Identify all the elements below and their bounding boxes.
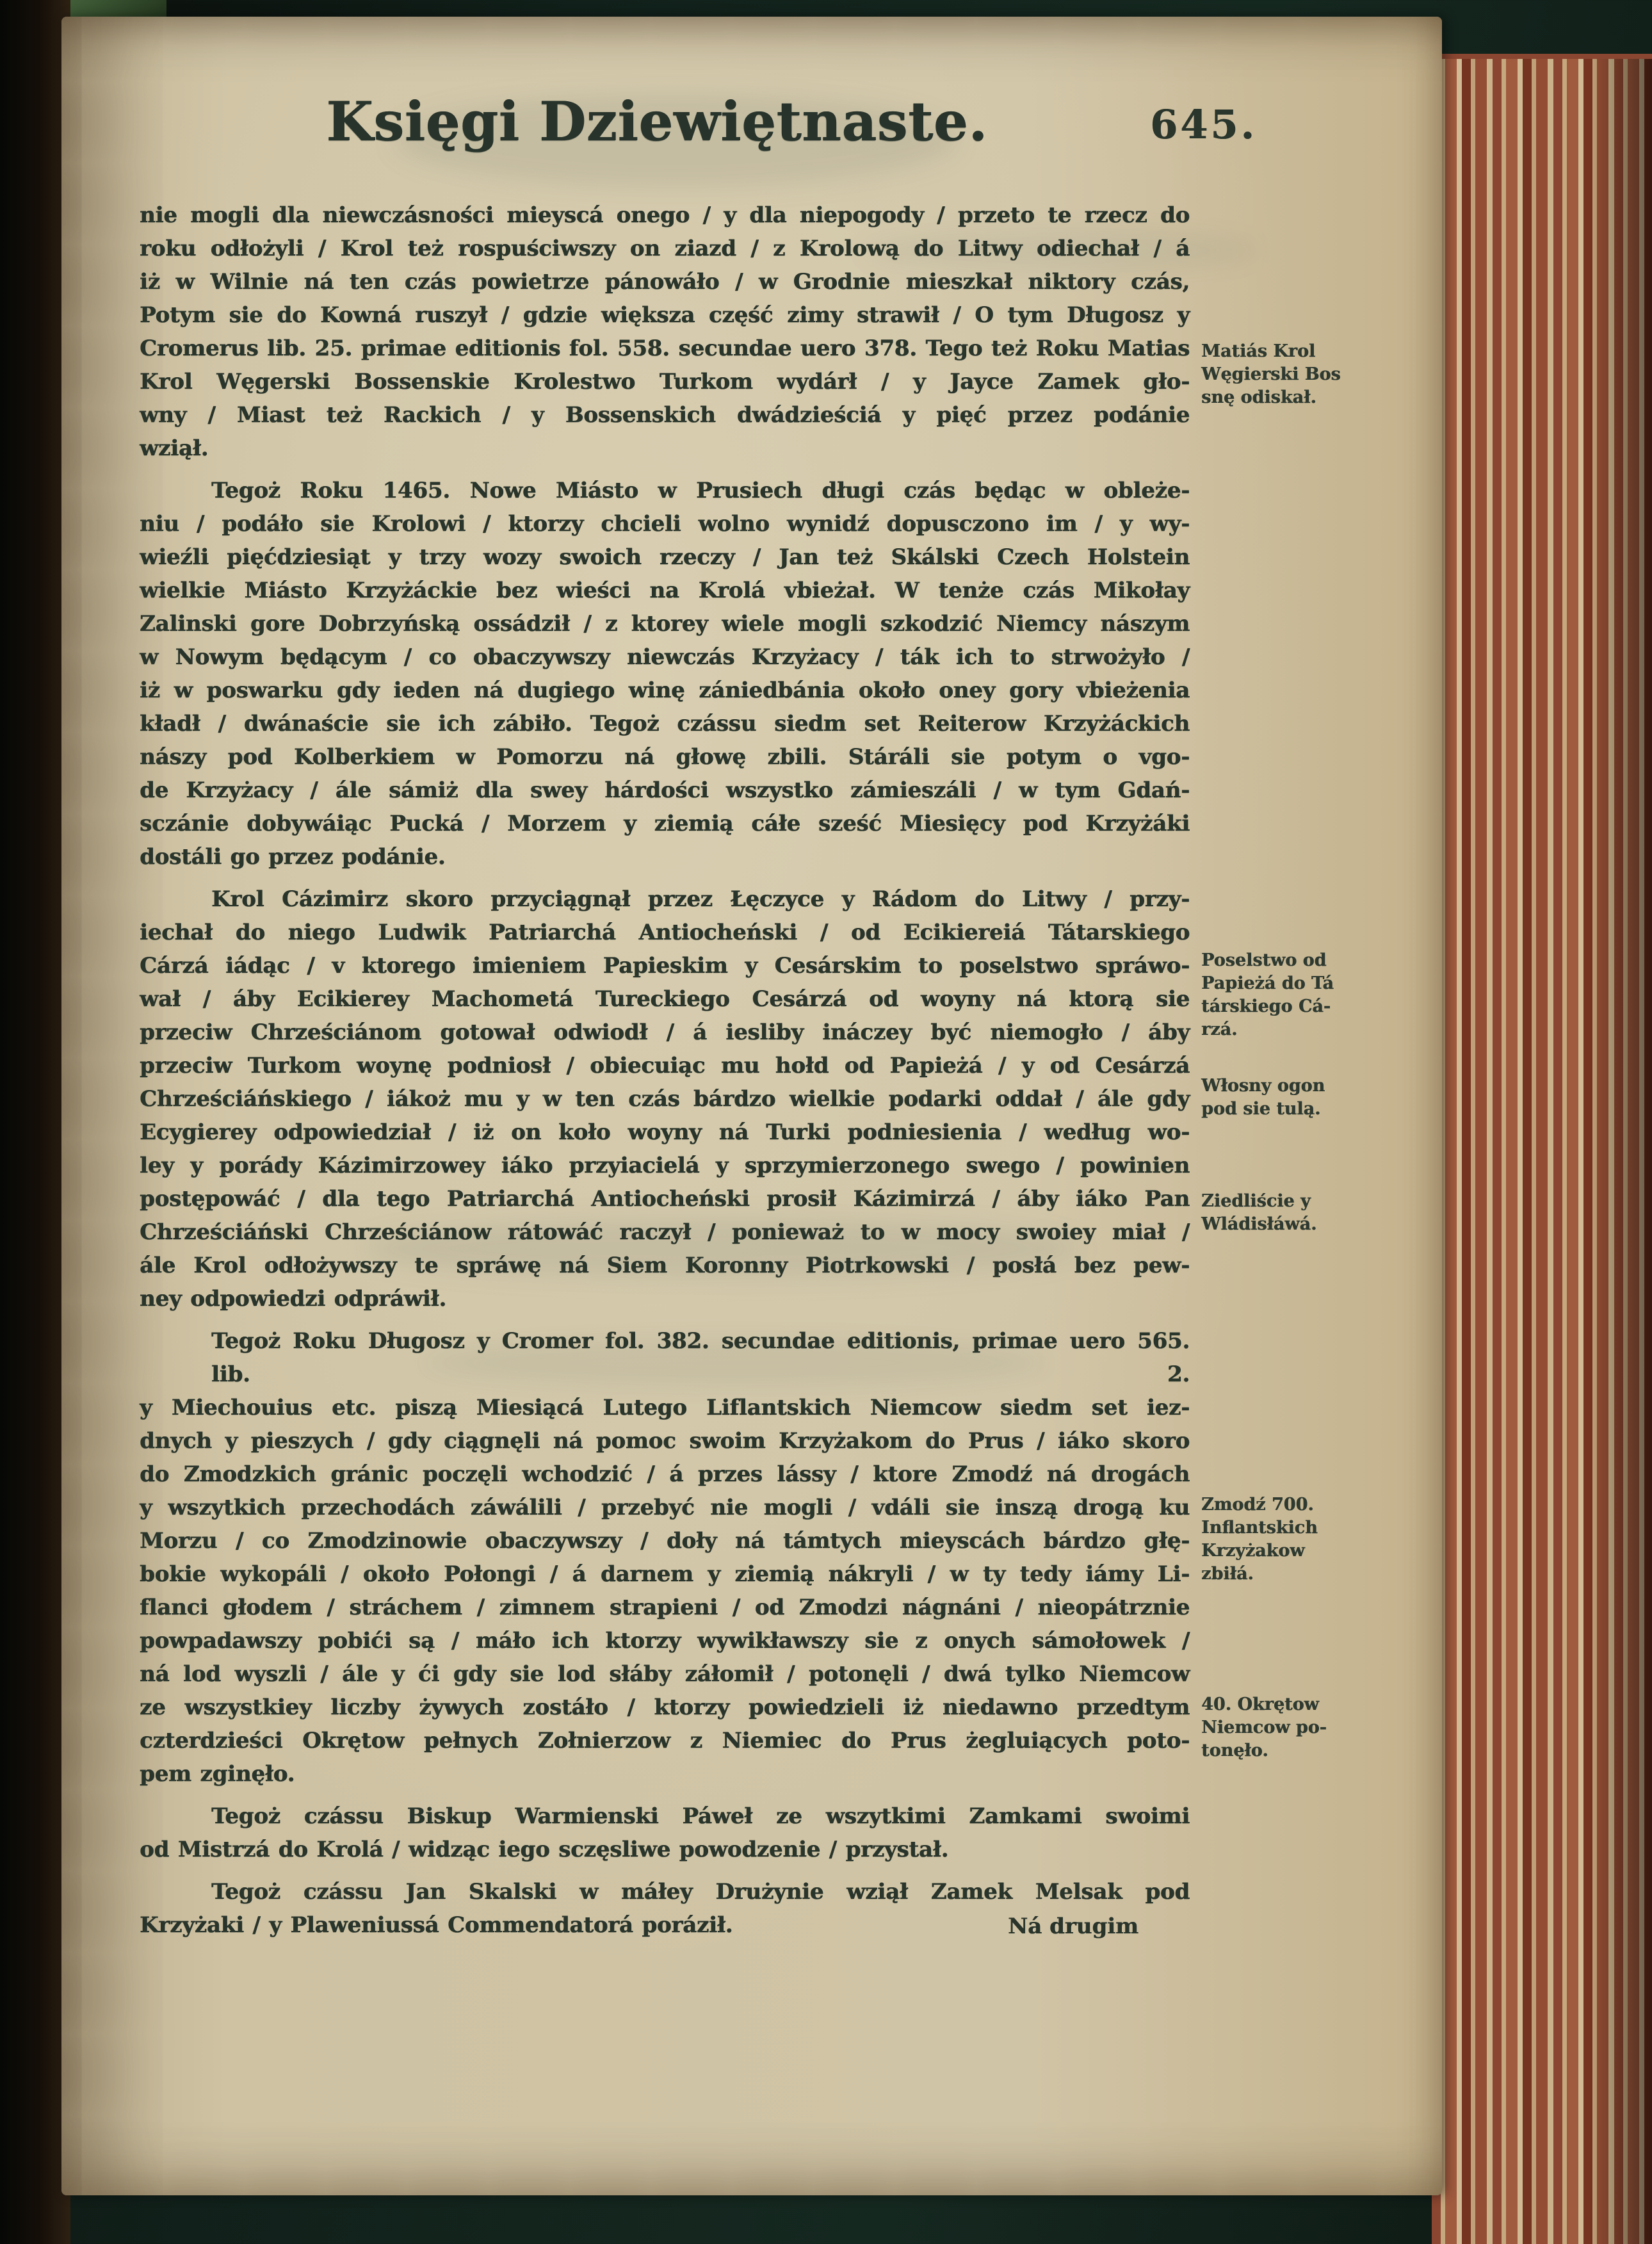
text-line: powpadawszy pobići są / máło ich ktorzy wywikławszy sie z onych sámołowek /	[140, 1628, 1190, 1654]
margin-notes-column	[1201, 17, 1397, 2195]
text-line: wieźli pięćdziesiąt y trzy wozy swoich rzeczy / Jan też Skálski Czech Holstein	[140, 544, 1190, 570]
margin-note-line: rzá.	[1201, 1020, 1238, 1039]
text-line: iechał do niego Ludwik Patriarchá Antiocheński / od Ecikiereiá Tátarskiego	[140, 920, 1190, 945]
book-page	[61, 17, 1442, 2195]
text-line: pem zginęło.	[140, 1761, 295, 1787]
catchword: Ná drugim	[1007, 1914, 1138, 1939]
text-line: wziął.	[140, 435, 209, 461]
margin-note-line: Włosny ogon	[1201, 1076, 1325, 1096]
text-line: wał / áby Ecikierey Machometá Tureckiego Cesárzá od woyny ná ktorą sie	[140, 986, 1190, 1012]
paragraph	[140, 199, 1190, 465]
margin-note	[1201, 1075, 1397, 1121]
margin-note-line: Krzyżakow	[1201, 1541, 1305, 1561]
paragraph	[140, 1800, 1190, 1866]
margin-note-line: Inflantskich	[1201, 1518, 1318, 1538]
text-line: nie mogli dla niewczásności mieyscá onego / y dla niepogody / przeto te rzecz do	[140, 202, 1190, 228]
text-line: y Miechouius etc. piszą Miesiącá Lutego Liflantskich Niemcow siedm set iez-	[140, 1395, 1190, 1420]
text-line: dostáli go przez podánie.	[140, 844, 446, 870]
text-line: wielkie Miásto Krzyżáckie bez wieści na Krolá vbieżał. W tenże czás Mikołay	[140, 578, 1190, 603]
margin-note-line: Matiás Krol	[1201, 341, 1316, 361]
text-line: iż w Wilnie ná ten czás powietrze pánowáło / w Grodnie mieszkał niktory czás,	[140, 269, 1190, 295]
margin-note	[1201, 1693, 1397, 1762]
text-block	[140, 199, 1190, 1942]
text-line: Tegoż Roku 1465. Nowe Miásto w Prusiech długi czás będąc w obleże-	[211, 478, 1190, 503]
text-line: nászy pod Kolberkiem w Pomorzu ná głowę zbili. Stáráli sie potym o vgo-	[140, 744, 1190, 770]
text-line: ze wszystkiey liczby żywych zostáło / ktorzy powiedzieli iż niedawno przedtym	[140, 1695, 1190, 1720]
book-spine	[0, 0, 70, 2244]
text-line: postępowáć / dla tego Patriarchá Antiocheński prosił Kázimirzá / áby iáko Pan	[140, 1186, 1190, 1212]
margin-note-line: pod sie tulą.	[1201, 1099, 1321, 1119]
text-line: kładł / dwánaście sie ich zábiło. Tegoż czássu siedm set Reiterow Krzyżáckich	[140, 711, 1190, 736]
text-line: Krol Węgerski Bossenskie Krolestwo Turkom wydárł / y Jayce Zamek gło-	[140, 369, 1190, 394]
text-line: ney odpowiedzi odpráwił.	[140, 1286, 446, 1312]
page-stack-fore-edge	[1432, 59, 1652, 2244]
text-line: wny / Miast też Rackich / y Bossenskich dwádzieściá y pięć przez podánie	[140, 402, 1190, 428]
margin-note-line: Poselstwo od	[1201, 950, 1327, 970]
margin-note-line: Papieżá do Tá	[1201, 973, 1334, 993]
text-line: Krol Cázimirz skoro przyciągnął przez Łęczyce y Rádom do Litwy / przy-	[211, 886, 1190, 912]
text-line: dnych y pieszych / gdy ciągnęli ná pomoc swoim Krzyżakom do Prus / iáko skoro	[140, 1428, 1190, 1454]
text-line: Cromerus lib. 25. primae editionis fol. 558. secundae uero 378. Tego też Roku Matias	[140, 336, 1190, 361]
margin-note	[1201, 1493, 1397, 1586]
paragraph	[140, 474, 1190, 874]
text-line: flanci głodem / stráchem / zimnem strapieni / od Zmodzi nágnáni / nieopátrznie	[140, 1595, 1190, 1620]
text-line: roku odłożyli / Krol też rospuściwszy on ziazd / z Krolową do Litwy odiechał / á	[140, 236, 1190, 261]
text-line: ále Krol odłożywszy te spráwę ná Siem Koronny Piotrkowski / posłá bez pew-	[140, 1253, 1190, 1278]
margin-note-line: társkiego Cá-	[1201, 996, 1331, 1016]
text-line: y wszytkich przechodách záwálili / przebyć nie mogli / vdáli sie inszą drogą ku	[140, 1495, 1190, 1520]
page-number: 645.	[1150, 101, 1258, 148]
text-line: od Mistrzá do Krolá / widząc iego sczęsliwe powodzenie / przystał.	[140, 1837, 949, 1862]
text-line: w Nowym będącym / co obaczywszy niewczás Krzyżacy / ták ich to strwożyło /	[140, 644, 1190, 670]
text-line: sczánie dobywáiąc Pucká / Morzem y ziemią cáłe sześć Miesięcy pod Krzyżáki	[140, 811, 1190, 836]
paragraph	[140, 1324, 1190, 1791]
text-line: Krzyżaki / y Plaweniussá Commendatorá poráził.	[140, 1912, 733, 1938]
text-line: przeciw Chrześciánom gotował odwiodł / á iesliby ináczey być niemogło / áby	[140, 1020, 1190, 1045]
text-line: do Zmodzkich gránic poczęli wchodzić / á przes lássy / ktore Zmodź ná drogách	[140, 1461, 1190, 1487]
margin-note	[1201, 1190, 1397, 1236]
text-line: ná lod wyszli / ále y ći gdy sie lod słáby záłomił / potonęli / dwá tylko Niemcow	[140, 1661, 1190, 1687]
margin-note-line: Ziedliście y	[1201, 1191, 1311, 1211]
text-line: de Krzyżacy / ále sámiż dla swey hárdości wszystko zámieszáli / w tym Gdań-	[140, 777, 1190, 803]
text-line: Tegoż czássu Jan Skalski w máłey Drużynie wziął Zamek Melsak pod	[211, 1879, 1190, 1905]
margin-note	[1201, 340, 1397, 409]
text-line: Cárzá iádąc / v ktorego imieniem Papieskim y Cesárskim to poselstwo spráwo-	[140, 953, 1190, 979]
text-line: Morzu / co Zmodzinowie obaczywszy / doły ná támtych mieyscách bárdzo głę-	[140, 1528, 1190, 1554]
text-line: Potym sie do Kowná ruszył / gdzie większa część zimy strawił / O tym Długosz y	[140, 302, 1190, 328]
margin-note-line: 40. Okrętow	[1201, 1695, 1319, 1714]
margin-note-line: snę odiskał.	[1201, 387, 1316, 407]
text-line: bokie wykopáli / około Połongi / á darnem y ziemią nákryli / w ty tedy iámy Li-	[140, 1561, 1190, 1587]
text-line: Chrześciáńskiego / iákoż mu y w ten czás bárdzo wielkie podarki oddał / ále gdy	[140, 1086, 1190, 1112]
margin-note-line: Węgierski Bos	[1201, 364, 1341, 384]
margin-note-line: Zmodź 700.	[1201, 1495, 1314, 1515]
margin-note	[1201, 949, 1397, 1041]
text-line: czterdzieści Okrętow pełnych Zołnierzow z Niemiec do Prus żegluiących poto-	[140, 1728, 1190, 1753]
text-line: Tegoż czássu Biskup Warmienski Páweł ze wszytkimi Zamkami swoimi	[211, 1803, 1190, 1829]
paragraph	[140, 882, 1190, 1315]
margin-note-line: Niemcow po-	[1201, 1718, 1327, 1737]
text-line: przeciw Turkom woynę podniosł / obiecuiąc mu hołd od Papieżá / y od Cesárzá	[140, 1053, 1190, 1078]
page-title: Księgi Dziewiętnaste.	[326, 90, 988, 153]
text-line: Tegoż Roku Długosz y Cromer fol. 382. secundae editionis, primae uero 565. lib. 2.	[211, 1328, 1190, 1387]
margin-note-line: zbiłá.	[1201, 1564, 1254, 1584]
text-line: ley y porády Kázimirzowey iáko przyiacielá y sprzymierzonego swego / powinien	[140, 1153, 1190, 1178]
margin-note-line: Wládisłáwá.	[1201, 1214, 1317, 1234]
text-line: iż w poswarku gdy ieden ná dugiego winę zániedbánia około oney gory vbieżenia	[140, 678, 1190, 703]
text-line: Chrześciáński Chrześciánow rátowáć raczył / ponieważ to w mocy swoiey miał /	[140, 1219, 1190, 1245]
text-line: Zalinski gore Dobrzyńską ossádził / z ktorey wiele mogli szkodzić Niemcy nászym	[140, 611, 1190, 637]
text-line: niu / podáło sie Krolowi / ktorzy chcieli wolno wynidź dopusczono im / y wy-	[140, 511, 1190, 537]
text-line: Ecygierey odpowiedział / iż on koło woyny ná Turki podniesienia / według wo-	[140, 1119, 1190, 1145]
margin-note-line: tonęło.	[1201, 1741, 1268, 1760]
